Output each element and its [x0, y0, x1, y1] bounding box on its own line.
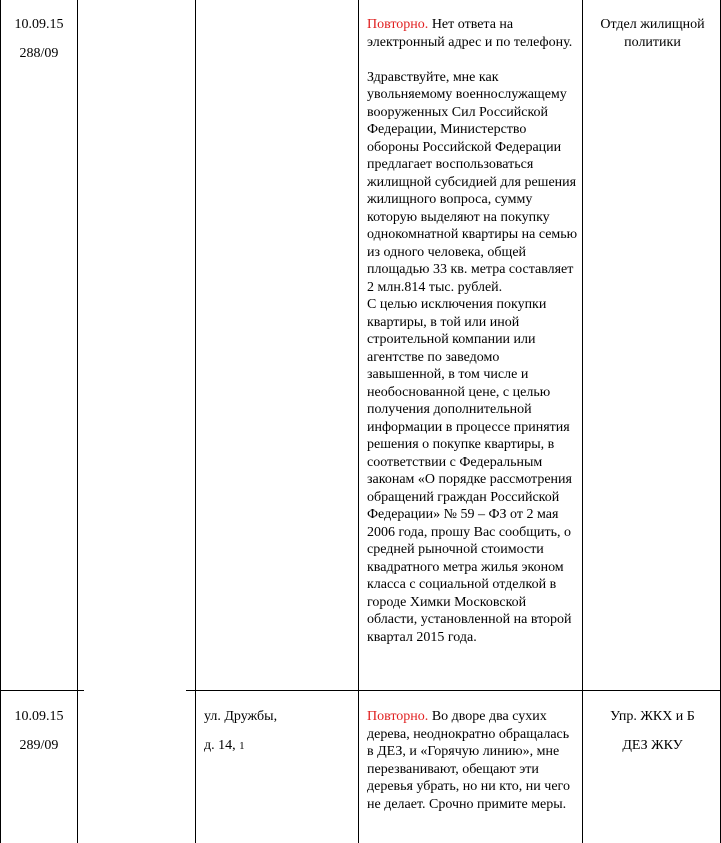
row2-department2: ДЕЗ ЖКУ [622, 737, 683, 753]
row1-para2: Здравствуйте, мне как увольняемому военнослужащему вооруженных Сил Российской Федерации, Министерство обороны Российской Федерации предлагает воспользоваться жилищной субсидией для решения жилищного вопроса, сумму которую выделяют на покупку однокомнатной квартиры на семью из одного человека, общей площадью 33 кв. метра составляет 2 млн.814 тыс. рублей. [367, 69, 578, 295]
row1-text-cell [367, 16, 579, 646]
row2-para1: Во дворе два сухих дерева, неоднократно обращалась в ДЕЗ, и «Горячую линию», мне перезванивают, обещают эти деревья убрать, но ни кто, ни чего не делает. Срочно примите меры. [367, 709, 570, 812]
row2-text-cell [367, 708, 579, 813]
row2-address-cell [204, 708, 354, 755]
column-divider-3 [358, 0, 359, 843]
row2-department: Упр. ЖКХ и Б [610, 709, 695, 724]
row2-address-house: д. 14, [204, 737, 236, 753]
row1-number: 288/09 [19, 45, 59, 61]
row1-date: 10.09.15 [14, 17, 64, 32]
column-divider-4 [582, 0, 583, 843]
row2-date: 10.09.15 [14, 709, 64, 724]
row2-address-building: 1 [239, 739, 245, 752]
row2-address-street: ул. Дружбы, [204, 709, 278, 724]
row1-status: Повторно. [367, 17, 429, 32]
row1-department: Отдел жилищной политики [600, 17, 705, 50]
row-divider-right [186, 690, 721, 691]
row1-department-cell [590, 16, 715, 51]
column-divider-2 [195, 0, 196, 843]
row2-department-cell [590, 708, 715, 754]
column-divider-1 [77, 0, 78, 843]
row1-para3: С целью исключения покупки квартиры, в той или иной строительной компании или агентстве по заведомо завышенной, в том числе и необоснованной цене, с целью получения дополнительной информации в процессе принятия решения о покупке квартиры, в соответствии с Федеральным законам «О порядке рассмотрения обращений граждан Российской Федерации» № 59 – ФЗ от 2 мая 2006 года, прошу Вас сообщить, о средней рыночной стоимости квадратного метра жилья эконом класса с социальной отделкой в городе Химки Московской области, установленной на второй квартал 2015 года. [367, 297, 572, 645]
row1-date-cell [1, 16, 77, 62]
row-divider-left [0, 690, 84, 691]
row2-number: 289/09 [19, 737, 59, 753]
row2-date-cell [1, 708, 77, 754]
row1-para1: Нет ответа на электронный адрес и по телефону. [367, 17, 573, 50]
row2-status: Повторно. [367, 709, 429, 724]
